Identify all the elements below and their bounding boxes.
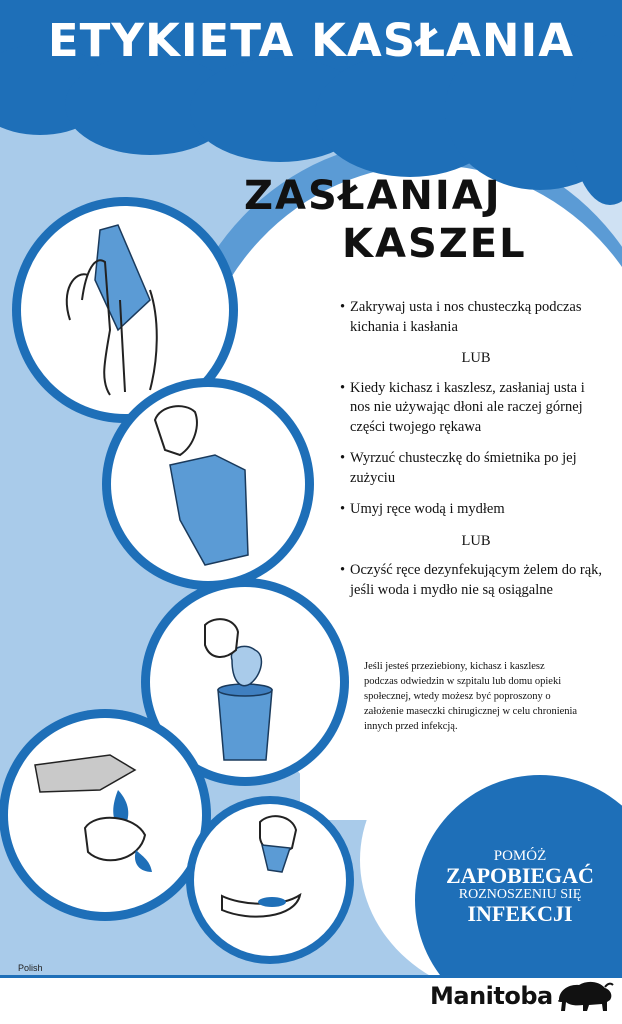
hospital-note: Jeśli jesteś przeziebiony, kichasz i kaszlesz podczas odwiedzin w szpitalu lub domu opieki społecznej, wtedy możesz być poproszony o założenie maseczki chirugicznej w celu chronienia innych przed infekcją.: [364, 660, 578, 732]
or-separator: LUB: [461, 350, 491, 366]
instruction-text: Umyj ręce wodą i mydłem: [350, 501, 505, 517]
or-separator: LUB: [461, 532, 491, 549]
bison-icon: [553, 978, 615, 1014]
campaign-line-3: ROZNOSZENIU SIĘ: [458, 887, 582, 902]
instruction-text: Oczyść ręce dezynfekującym żelem do rąk, jeśli woda i mydło nie są osiągalne: [350, 562, 603, 598]
logo-text: Manitoba: [430, 982, 553, 1010]
campaign-line-4: INFEKCJI: [467, 901, 573, 926]
language-label: Polish: [18, 963, 43, 973]
campaign-line-2: ZAPOBIEGAĆ: [446, 863, 594, 888]
heading-line-1: ZASŁANIAJ: [244, 173, 502, 219]
manitoba-logo: [430, 978, 615, 1014]
handwash-icon: [0, 709, 211, 921]
bullet-marker: •: [340, 299, 346, 315]
campaign-line-1: POMÓŻ: [493, 848, 547, 864]
bullet-marker: •: [340, 379, 346, 396]
section-heading: [244, 172, 584, 268]
campaign-slogan: [430, 848, 610, 925]
sleeve-cough-icon: [102, 378, 314, 590]
bullet-marker: •: [340, 501, 346, 517]
instruction-text: Kiedy kichasz i kaszlesz, zasłaniaj usta i nos nie używając dłoni ale raczej górnej części twojego rękawa: [350, 379, 585, 435]
instruction-item: [340, 449, 602, 488]
sanitizer-icon: [186, 796, 354, 964]
instruction-text: Wyrzuć chusteczkę do śmietnika po jej zużyciu: [350, 450, 577, 486]
heading-line-2: KASZEL: [342, 221, 527, 267]
instructions-list: [340, 298, 602, 612]
instruction-text: Zakrywaj usta i nos chusteczką podczas kichania i kasłania: [350, 299, 582, 335]
instruction-item: [340, 561, 602, 600]
poster-title: ETYKIETA KASŁANIA: [47, 14, 575, 67]
bullet-marker: •: [340, 562, 346, 578]
instruction-item: [340, 298, 602, 337]
bullet-marker: •: [340, 450, 346, 466]
instruction-item: [340, 379, 602, 438]
instruction-item: [340, 500, 602, 520]
